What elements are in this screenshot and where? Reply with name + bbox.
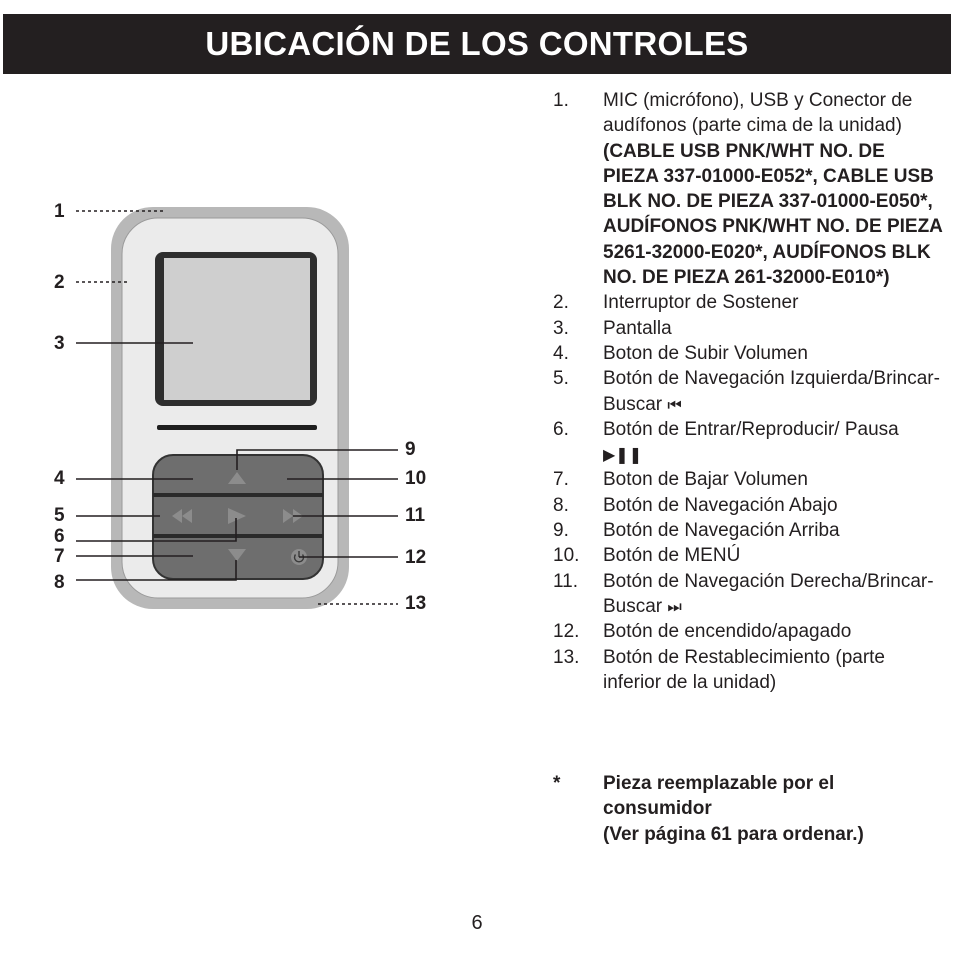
item-text: Botón de MENÚ [603, 545, 741, 567]
callout-3: 3 [54, 333, 65, 354]
list-item [553, 645, 943, 696]
list-item [553, 467, 943, 492]
callout-13: 13 [405, 593, 427, 614]
callout-6: 6 [54, 526, 65, 547]
callout-10: 10 [405, 468, 427, 489]
skip-forward-icon: ⏭ [667, 596, 682, 616]
item-text: Botón de Entrar/Reproducir/ Pausa [603, 418, 899, 440]
item-number: 13. [553, 646, 580, 668]
item-text: Botón de encendido/apagado [603, 621, 852, 643]
controls-list [553, 88, 943, 695]
panel-separator-1 [153, 493, 323, 497]
item-text: Boton de Subir Volumen [603, 342, 808, 364]
list-item [553, 619, 943, 644]
callout-1: 1 [54, 201, 65, 222]
note-line-1: Pieza reemplazable por el consumidor [603, 773, 835, 820]
item-number: 6. [553, 418, 569, 440]
callout-9: 9 [405, 439, 416, 460]
list-item [553, 341, 943, 366]
play-pause-icon: ▶❚❚ [603, 445, 643, 465]
callout-2: 2 [54, 272, 65, 293]
page-number: 6 [471, 912, 483, 934]
item-text: Interruptor de Sostener [603, 292, 799, 314]
skip-back-icon: ⏮ [667, 394, 682, 414]
item-number: 2. [553, 292, 569, 314]
item-number: 9. [553, 520, 569, 542]
list-item [553, 366, 943, 417]
callout-8: 8 [54, 572, 65, 593]
item-text: Botón de Restablecimiento (parte inferior de la unidad) [603, 646, 885, 693]
item-number: 7. [553, 469, 569, 491]
item-number: 12. [553, 621, 580, 643]
list-item [553, 493, 943, 518]
part-numbers: (CABLE USB PNK/WHT NO. DE PIEZA 337-01000-E052*, CABLE USB BLK NO. DE PIEZA 337-01000-E050*, AUDÍFONOS PNK/WHT NO. DE PIEZA 5261-32000-E020*, AUDÍFONOS BLK NO. DE PIEZA 261-32000-E010*) [603, 140, 943, 289]
note-line-2: (Ver página 61 para ordenar.) [603, 823, 864, 845]
item-text: Botón de Navegación Izquierda/Brincar-Buscar [603, 368, 940, 415]
list-item [553, 543, 943, 568]
item-number: 5. [553, 368, 569, 390]
item-text: Botón de Navegación Derecha/Brincar-Buscar [603, 570, 934, 617]
item-text: Botón de Navegación Arriba [603, 520, 840, 542]
list-item [553, 518, 943, 543]
panel-separator-2 [153, 534, 323, 538]
item-number: 10. [553, 545, 580, 567]
item-number: 1. [553, 90, 569, 111]
callout-5: 5 [54, 505, 65, 526]
item-text: Boton de Bajar Volumen [603, 469, 808, 491]
callout-4: 4 [54, 468, 65, 489]
callout-11: 11 [405, 505, 426, 526]
item-number: 4. [553, 342, 569, 364]
callout-7: 7 [54, 546, 65, 567]
list-item [553, 290, 943, 315]
page-title: UBICACIÓN DE LOS CONTROLES [3, 14, 951, 74]
item-text: MIC (micrófono), USB y Conector de audífonos (parte cima de la unidad) [603, 90, 913, 137]
replaceable-part-note [553, 771, 943, 847]
list-item [553, 88, 943, 290]
item-text: Pantalla [603, 317, 672, 339]
divider-bar [157, 425, 317, 430]
item-number: 8. [553, 494, 569, 516]
screen [164, 258, 310, 400]
item-number: 3. [553, 317, 569, 339]
item-text: Botón de Navegación Abajo [603, 494, 838, 516]
item-number: 11. [553, 570, 579, 592]
list-item [553, 569, 943, 620]
note-marker: * [553, 773, 561, 794]
list-item [553, 417, 943, 468]
list-item [553, 316, 943, 341]
callout-12: 12 [405, 547, 427, 568]
